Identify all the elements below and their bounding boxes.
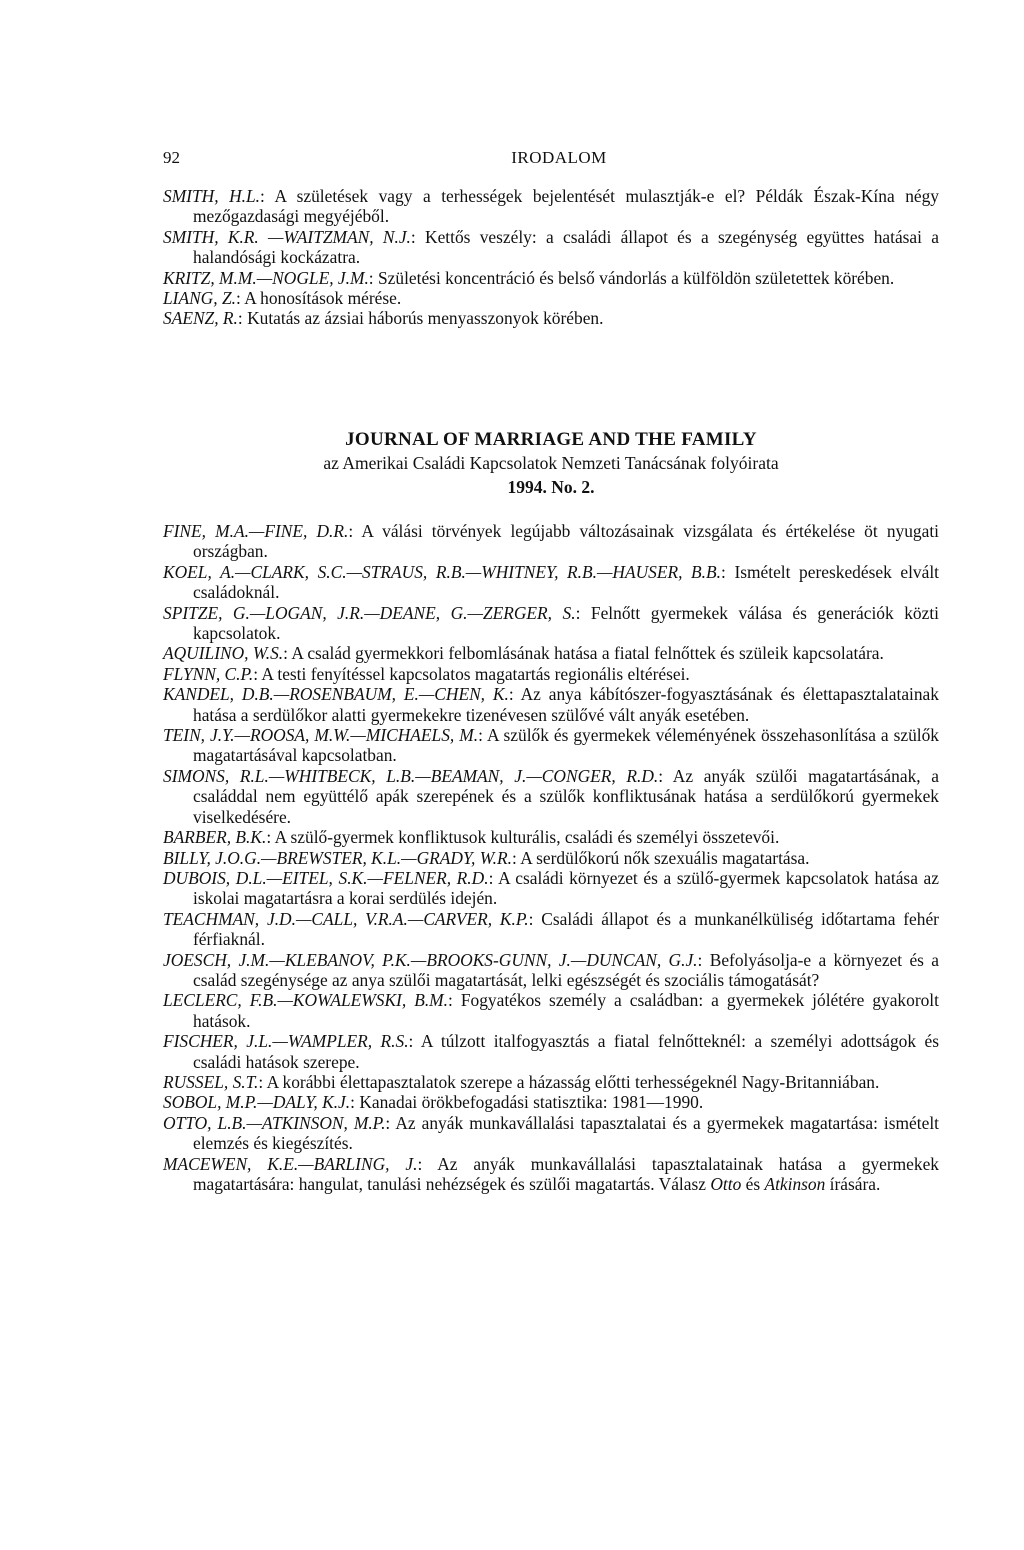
reference-title: Az anyák szülői magatartásának, a családdal nem együttélő apák szerepének és a szülők konfliktusának hatása a serdülőkorú gyermekek viselkedésére.	[193, 765, 939, 827]
reference-authors: SAENZ, R.	[163, 308, 238, 329]
reference-entry: TEACHMAN, J.D.—CALL, V.R.A.—CARVER, K.P.: Családi állapot és a munkanélküliség időtartama fehér férfiaknál.	[163, 908, 939, 950]
reference-title: Az anya kábítószer-fogyasztásának és élettapasztalatainak hatása a serdülőkor alatti gyermekekre tizenévesen szülővé vált anyák esetében.	[193, 684, 939, 725]
reference-entry: LIANG, Z.: A honosítások mérése.	[163, 288, 402, 309]
reference-authors: BILLY, J.O.G.—BREWSTER, K.L.—GRADY, W.R.	[163, 847, 512, 868]
reference-entry: BILLY, J.O.G.—BREWSTER, K.L.—GRADY, W.R.: A serdülőkorú nők szexuális magatartása.	[163, 847, 810, 868]
reference-title: A serdülőkorú nők szexuális magatartása.	[520, 847, 810, 868]
reference-authors: FINE, M.A.—FINE, D.R.	[163, 521, 349, 541]
reference-entry: SPITZE, G.—LOGAN, J.R.—DEANE, G.—ZERGER, S.: Felnőtt gyermekek válása és generációk közti kapcsolatok.	[163, 602, 939, 644]
reference-authors: SMITH, K.R. —WAITZMAN, N.J.	[163, 226, 411, 247]
journal-heading	[163, 428, 939, 498]
reference-entry: FLYNN, C.P.: A testi fenyítéssel kapcsolatos magatartás regionális eltérései.	[163, 663, 690, 684]
reference-entry: SMITH, K.R. —WAITZMAN, N.J.: Kettős veszély: a családi állapot és a szegénység együttes hatásai a halandósági kockázatra.	[163, 226, 939, 268]
reference-title: A honosítások mérése.	[244, 288, 402, 309]
reference-authors: SOBOL, M.P.—DALY, K.J.	[163, 1092, 351, 1113]
reference-authors: KRITZ, M.M.—NOGLE, J.M.	[163, 267, 369, 288]
reference-title: A szülők és gyermekek véleményének összehasonlítása a szülők magatartásával kapcsolatban.	[193, 725, 939, 766]
journal-subtitle: az Amerikai Családi Kapcsolatok Nemzeti Tanácsának folyóirata	[323, 453, 779, 473]
reference-authors: BARBER, B.K.	[163, 827, 267, 848]
reference-authors: SPITZE, G.—LOGAN, J.R.—DEANE, G.—ZERGER, S.	[163, 602, 576, 623]
reference-entry: LECLERC, F.B.—KOWALEWSKI, B.M.: Fogyatékos személy a családban: a gyermekek jólétére gyakorolt hatások.	[163, 990, 939, 1031]
reference-title: A korábbi élettapasztalatok szerepe a házasság előtti terhességeknél Nagy-Britanniában.	[266, 1071, 880, 1092]
reference-entry: SAENZ, R.: Kutatás az ázsiai háborús menyasszonyok körében.	[163, 308, 604, 329]
reference-authors: LECLERC, F.B.—KOWALEWSKI, B.M.	[163, 990, 449, 1011]
reference-entry: KANDEL, D.B.—ROSENBAUM, E.—CHEN, K.: Az anya kábítószer-fogyasztásának és élettapasztalatainak hatása a serdülőkor alatti gyermekekre tizenévesen szülővé vált anyák esetében.	[163, 684, 939, 725]
reference-authors: LIANG, Z.	[163, 288, 236, 309]
reference-entry: SOBOL, M.P.—DALY, K.J.: Kanadai örökbefogadási statisztika: 1981—1990.	[163, 1092, 704, 1113]
reference-title: Kettős veszély: a családi állapot és a szegénység együttes hatásai a halandósági kockázatra.	[193, 226, 939, 268]
reference-title: Kanadai örökbefogadási statisztika: 1981—1990.	[359, 1092, 704, 1113]
reference-authors: RUSSEL, S.T.	[163, 1071, 259, 1092]
reference-entry: AQUILINO, W.S.: A család gyermekkori felbomlásának hatása a fiatal felnőttek és szüleik kapcsolatára.	[163, 643, 884, 664]
reference-authors: SMITH, H.L.	[163, 186, 261, 206]
reference-authors: AQUILINO, W.S.	[163, 643, 284, 664]
reference-title: A szülő-gyermek konfliktusok kulturális, családi és személyi összetevői.	[274, 827, 780, 848]
reference-connector: és	[741, 1174, 765, 1194]
reference-authors: FLYNN, C.P.	[163, 663, 254, 684]
reference-entry: OTTO, L.B.—ATKINSON, M.P.: Az anyák munkavállalási tapasztalatai és a gyermekek magatartása: ismételt elemzés és kiegészítés.	[163, 1112, 939, 1154]
reference-list-1	[163, 186, 939, 329]
reference-authors: TEIN, J.Y.—ROOSA, M.W.—MICHAELS, M.	[163, 725, 479, 746]
reference-title: A túlzott italfogyasztás a fiatal felnőtteknél: a személyi adottságok és családi hatások szerepe.	[193, 1031, 939, 1072]
reference-title: Az anyák munkavállalási tapasztalatai és a gyermekek magatartása: ismételt elemzés és kiegészítés.	[193, 1112, 939, 1154]
reference-authors: DUBOIS, D.L.—EITEL, S.K.—FELNER, R.D.	[163, 867, 489, 888]
reference-title: Családi állapot és a munkanélküliség időtartama fehér férfiaknál.	[193, 908, 939, 950]
reference-entry: MACEWEN, K.E.—BARLING, J.: Az anyák munkavállalási tapasztalatainak hatása a gyermekek magatartására: hangulat, tanulási nehézségek és szülői magatartás. Válasz Otto és Atkinson írására.	[163, 1153, 939, 1194]
reference-entry: FISCHER, J.L.—WAMPLER, R.S.: A túlzott italfogyasztás a fiatal felnőtteknél: a személyi adottságok és családi hatások szerepe.	[163, 1031, 939, 1072]
reference-title: A családi környezet és a szülő-gyermek kapcsolatok hatása az iskolai magatartásra a korai serdülés idején.	[193, 867, 939, 909]
reference-authors: KANDEL, D.B.—ROSENBAUM, E.—CHEN, K.	[163, 684, 509, 705]
reference-entry: BARBER, B.K.: A szülő-gyermek konfliktusok kulturális, családi és személyi összetevői.	[163, 827, 780, 848]
reference-title: A születések vagy a terhességek bejelentését mulasztják-e el? Példák Észak-Kína négy mezőgazdasági megyéjéből.	[193, 186, 940, 227]
reference-entry: KOEL, A.—CLARK, S.C.—STRAUS, R.B.—WHITNEY, R.B.—HAUSER, B.B.: Ismételt pereskedések elvált családoknál.	[163, 561, 939, 603]
reference-entry: TEIN, J.Y.—ROOSA, M.W.—MICHAELS, M.: A szülők és gyermekek véleményének összehasonlítása a szülők magatartásával kapcsolatban.	[163, 725, 939, 766]
reference-entry: RUSSEL, S.T.: A korábbi élettapasztalatok szerepe a házasság előtti terhességeknél Nagy-Britanniában.	[163, 1071, 880, 1092]
reference-list-2	[163, 521, 939, 1194]
reference-authors: KOEL, A.—CLARK, S.C.—STRAUS, R.B.—WHITNEY, R.B.—HAUSER, B.B.	[163, 561, 721, 582]
reference-title: Kutatás az ázsiai háborús menyasszonyok körében.	[247, 308, 604, 329]
reference-title: A család gyermekkori felbomlásának hatása a fiatal felnőttek és szüleik kapcsolatára.	[291, 643, 884, 664]
reference-title: A testi fenyítéssel kapcsolatos magatartás regionális eltérései.	[261, 663, 690, 684]
page-number: 92	[163, 148, 180, 167]
reference-entry: SIMONS, R.L.—WHITBECK, L.B.—BEAMAN, J.—CONGER, R.D.: Az anyák szülői magatartásának, a családdal nem együttélő apák szerepének és a szülők konfliktusának hatása a serdülőkorú gyermekek viselkedésére.	[163, 765, 939, 827]
reference-title: Születési koncentráció és belső vándorlás a külföldön születettek körében.	[377, 267, 895, 288]
reference-authors: FISCHER, J.L.—WAMPLER, R.S.	[163, 1031, 409, 1052]
reference-authors: TEACHMAN, J.D.—CALL, V.R.A.—CARVER, K.P.	[163, 908, 529, 929]
running-title: IRODALOM	[511, 148, 607, 167]
reference-cited-author: Otto	[710, 1174, 742, 1194]
reference-entry: SMITH, H.L.: A születések vagy a terhességek bejelentését mulasztják-e el? Példák Észak-Kína négy mezőgazdasági megyéjéből.	[163, 186, 940, 227]
reference-title: A válási törvények legújabb változásainak vizsgálata és értékelése öt nyugati országban.	[193, 521, 939, 562]
reference-authors: MACEWEN, K.E.—BARLING, J.	[163, 1153, 418, 1174]
reference-cited-author: Atkinson	[764, 1174, 826, 1194]
journal-title: JOURNAL OF MARRIAGE AND THE FAMILY	[345, 429, 757, 450]
journal-issue: 1994. No. 2.	[507, 477, 595, 497]
reference-ending: írására.	[825, 1174, 881, 1194]
reference-entry: FINE, M.A.—FINE, D.R.: A válási törvények legújabb változásainak vizsgálata és értékelése öt nyugati országban.	[163, 521, 939, 562]
reference-entry: DUBOIS, D.L.—EITEL, S.K.—FELNER, R.D.: A családi környezet és a szülő-gyermek kapcsolatok hatása az iskolai magatartásra a korai serdülés idején.	[163, 867, 939, 909]
reference-entry: JOESCH, J.M.—KLEBANOV, P.K.—BROOKS-GUNN, J.—DUNCAN, G.J.: Befolyásolja-e a környezet és a család szegénysége az anya szülői magatartását, lelki egészségét és szociális támogatását?	[163, 949, 939, 990]
reference-authors: JOESCH, J.M.—KLEBANOV, P.K.—BROOKS-GUNN, J.—DUNCAN, G.J.	[163, 949, 698, 970]
reference-title: Befolyásolja-e a környezet és a család szegénysége az anya szülői magatartását, lelki egészségét és szociális támogatását?	[193, 949, 939, 990]
reference-title: Fogyatékos személy a családban: a gyermekek jólétére gyakorolt hatások.	[193, 990, 939, 1031]
reference-title: Ismételt pereskedések elvált családoknál.	[193, 561, 939, 603]
reference-title: Az anyák munkavállalási tapasztalatainak hatása a gyermekek magatartására: hangulat, tanulási nehézségek és szülői magatartás. Válasz	[193, 1153, 939, 1194]
page-header	[163, 148, 939, 172]
reference-title: Felnőtt gyermekek válása és generációk közti kapcsolatok.	[193, 602, 939, 644]
reference-authors: SIMONS, R.L.—WHITBECK, L.B.—BEAMAN, J.—CONGER, R.D.	[163, 765, 659, 786]
reference-entry: KRITZ, M.M.—NOGLE, J.M.: Születési koncentráció és belső vándorlás a külföldön születettek körében.	[163, 267, 895, 288]
reference-authors: OTTO, L.B.—ATKINSON, M.P.	[163, 1112, 386, 1133]
